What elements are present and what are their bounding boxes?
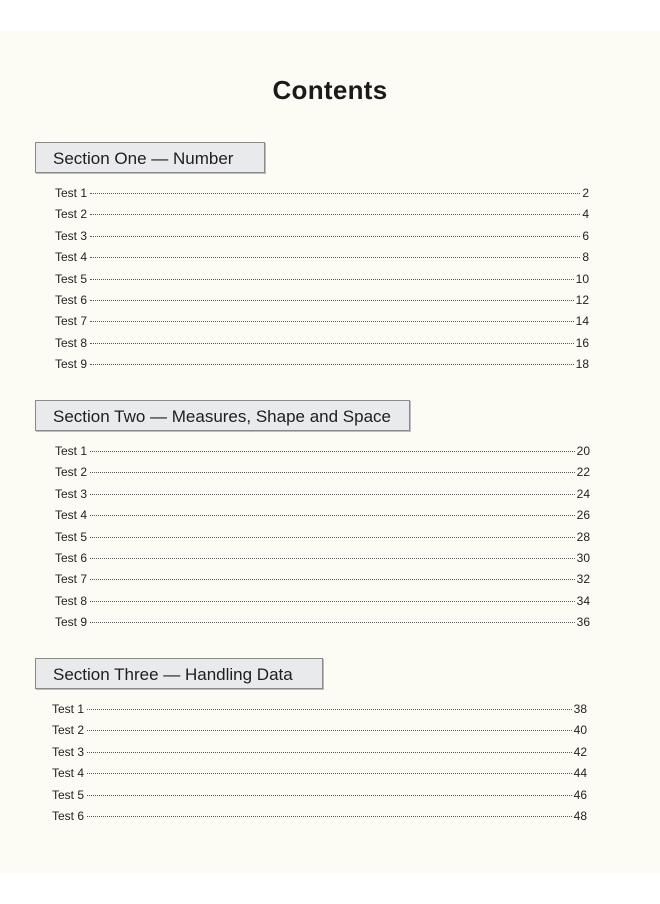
dot-leader <box>87 752 572 753</box>
entry-label: Test 5 <box>55 529 88 544</box>
toc-entry[interactable] <box>55 293 589 314</box>
entry-label: Test 4 <box>55 250 88 265</box>
entry-label: Test 7 <box>55 572 88 587</box>
toc-entry[interactable] <box>55 508 590 529</box>
entry-label: Test 6 <box>52 808 85 823</box>
toc-entry[interactable] <box>55 229 589 250</box>
page-title: Contents <box>272 75 388 105</box>
entry-page-number: 34 <box>576 593 590 608</box>
toc-entry[interactable] <box>55 530 590 551</box>
toc-entry[interactable] <box>55 314 589 335</box>
entry-page-number: 46 <box>573 787 587 802</box>
entry-page-number: 12 <box>575 292 589 307</box>
entry-label: Test 5 <box>55 271 88 286</box>
entry-page-number: 36 <box>576 615 590 630</box>
toc-entry[interactable] <box>55 572 590 593</box>
dot-leader <box>90 279 574 280</box>
toc-entry[interactable] <box>52 702 587 723</box>
dot-leader <box>90 321 574 322</box>
dot-leader <box>90 236 580 237</box>
dot-leader <box>90 537 575 538</box>
dot-leader <box>90 515 575 516</box>
entry-label: Test 4 <box>52 766 85 781</box>
contents-page <box>0 31 660 873</box>
entry-label: Test 2 <box>55 207 88 222</box>
toc-entry[interactable] <box>55 250 589 271</box>
entry-page-number: 14 <box>575 314 589 329</box>
dot-leader <box>87 730 572 731</box>
entry-label: Test 1 <box>55 444 88 458</box>
entry-label: Test 9 <box>55 357 88 372</box>
dot-leader <box>87 709 572 710</box>
dot-leader <box>87 816 572 817</box>
toc-entry[interactable] <box>55 186 589 207</box>
dot-leader <box>90 451 575 452</box>
entry-page-number: 32 <box>576 572 590 587</box>
entry-page-number: 6 <box>582 228 589 243</box>
entry-label: Test 8 <box>55 335 88 350</box>
entry-label: Test 3 <box>55 228 88 243</box>
entry-page-number: 42 <box>573 744 587 759</box>
entry-page-number: 18 <box>575 357 589 372</box>
toc-entry[interactable] <box>55 336 589 357</box>
dot-leader <box>90 622 575 623</box>
entry-page-number: 20 <box>576 444 590 458</box>
section-entries <box>55 444 590 637</box>
entry-page-number: 28 <box>576 529 590 544</box>
toc-entry[interactable] <box>55 551 590 572</box>
entry-page-number: 16 <box>575 335 589 350</box>
entry-label: Test 1 <box>55 186 88 200</box>
dot-leader <box>90 472 575 473</box>
entry-page-number: 26 <box>576 508 590 523</box>
dot-leader <box>90 579 575 580</box>
dot-leader <box>90 343 574 344</box>
entry-page-number: 30 <box>576 550 590 565</box>
entry-page-number: 40 <box>573 723 587 738</box>
entry-page-number: 48 <box>573 808 587 823</box>
toc-entry[interactable] <box>52 766 587 787</box>
entry-label: Test 5 <box>52 787 85 802</box>
dot-leader <box>90 601 575 602</box>
entry-page-number: 24 <box>576 486 590 501</box>
toc-entry[interactable] <box>55 444 590 465</box>
entry-label: Test 9 <box>55 615 88 630</box>
entry-label: Test 1 <box>52 702 85 716</box>
section-heading: Section Three — Handling Data <box>35 658 323 689</box>
entry-label: Test 2 <box>55 465 88 480</box>
dot-leader <box>90 558 575 559</box>
entry-page-number: 38 <box>573 702 587 716</box>
section-entries <box>52 702 587 830</box>
dot-leader <box>90 257 580 258</box>
entry-label: Test 2 <box>52 723 85 738</box>
dot-leader <box>87 795 572 796</box>
entry-label: Test 7 <box>55 314 88 329</box>
toc-entry[interactable] <box>52 723 587 744</box>
entry-page-number: 22 <box>576 465 590 480</box>
section-entries <box>55 186 589 379</box>
toc-entry[interactable] <box>55 272 589 293</box>
dot-leader <box>90 300 574 301</box>
section-heading: Section Two — Measures, Shape and Space <box>35 400 410 431</box>
entry-label: Test 3 <box>52 744 85 759</box>
toc-entry[interactable] <box>52 809 587 830</box>
toc-entry[interactable] <box>52 788 587 809</box>
toc-entry[interactable] <box>52 745 587 766</box>
dot-leader <box>90 193 580 194</box>
entry-page-number: 44 <box>573 766 587 781</box>
toc-entry[interactable] <box>55 487 590 508</box>
dot-leader <box>90 214 580 215</box>
entry-label: Test 6 <box>55 292 88 307</box>
entry-label: Test 4 <box>55 508 88 523</box>
dot-leader <box>90 364 574 365</box>
toc-entry[interactable] <box>55 594 590 615</box>
toc-entry[interactable] <box>55 465 590 486</box>
entry-label: Test 6 <box>55 550 88 565</box>
entry-label: Test 8 <box>55 593 88 608</box>
toc-entry[interactable] <box>55 615 590 636</box>
entry-page-number: 4 <box>582 207 589 222</box>
dot-leader <box>87 773 572 774</box>
section-heading: Section One — Number <box>35 142 265 173</box>
toc-entry[interactable] <box>55 207 589 228</box>
dot-leader <box>90 494 575 495</box>
toc-entry[interactable] <box>55 357 589 378</box>
entry-page-number: 10 <box>575 271 589 286</box>
entry-page-number: 8 <box>582 250 589 265</box>
entry-label: Test 3 <box>55 486 88 501</box>
entry-page-number: 2 <box>582 186 589 200</box>
